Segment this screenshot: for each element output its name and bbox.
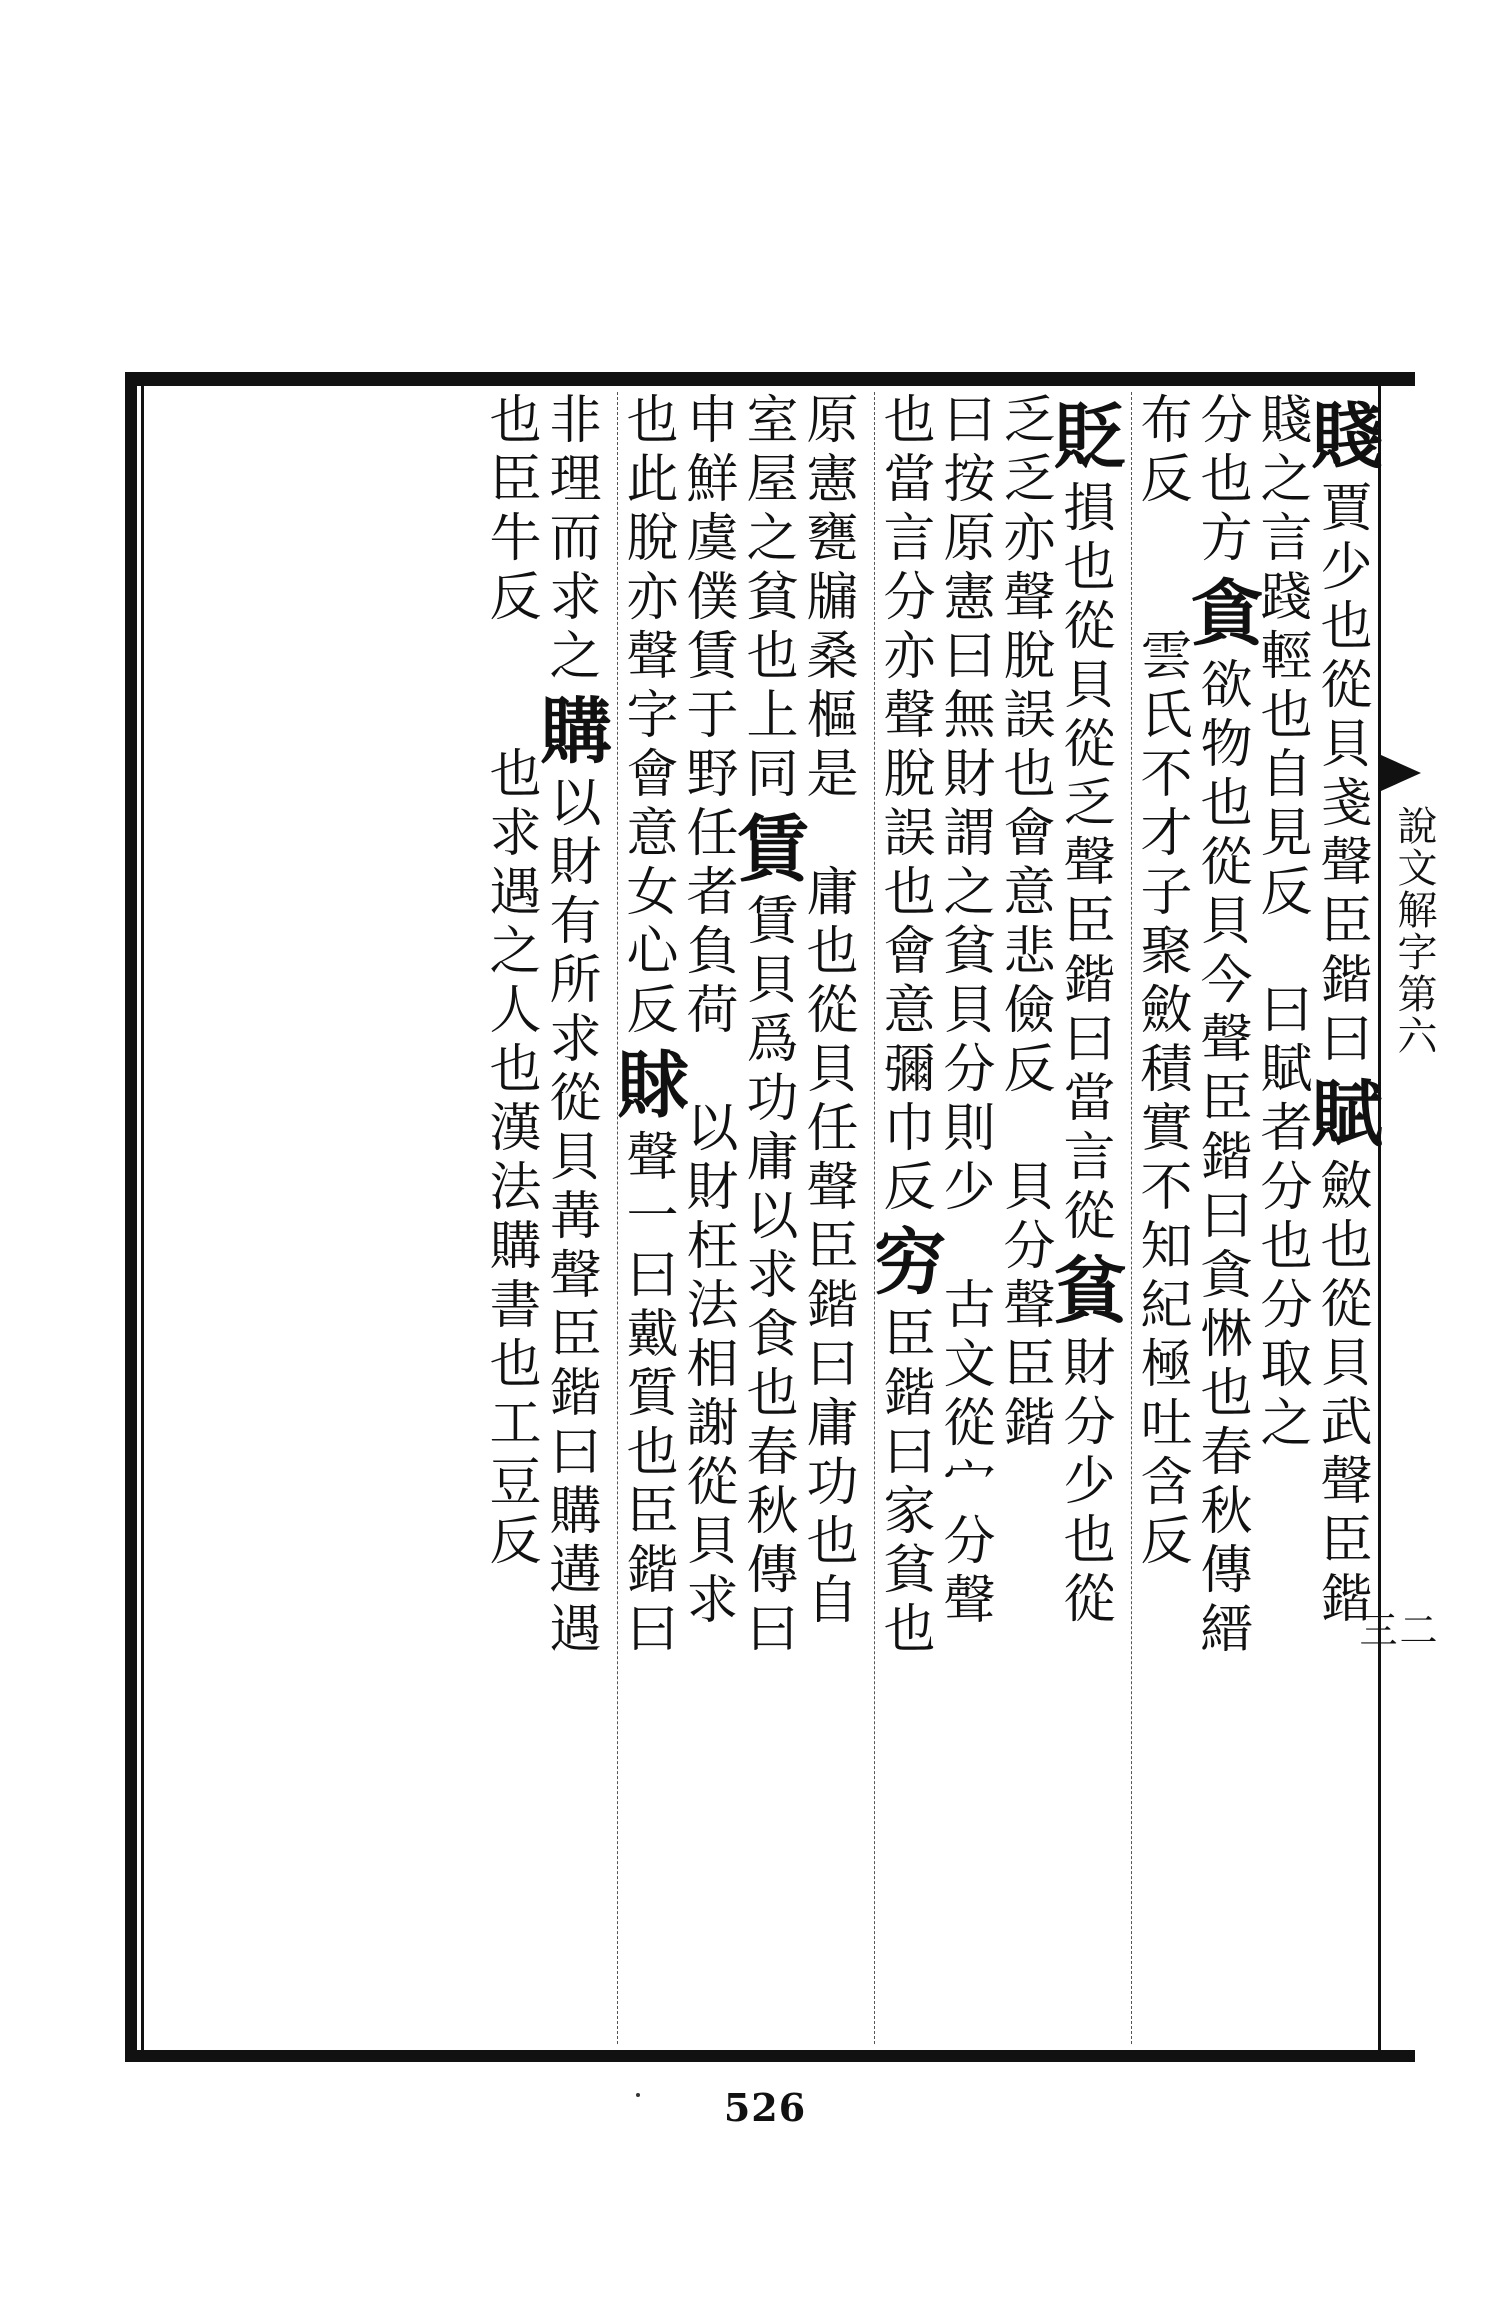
- fish-tail-marker: [1381, 755, 1421, 791]
- annotation-text: 也臣牛反 也求遇之人也漢法購書也工豆反: [480, 392, 540, 1572]
- page-number: 526: [723, 2085, 807, 2130]
- annotation-text: 乏乏亦聲脫誤也會意悲儉反 貝分聲臣鍇: [994, 392, 1054, 1454]
- seal-headword: 賤: [1299, 398, 1384, 474]
- gutter-divider: [1378, 386, 1381, 2050]
- annotation-text: 欲物也從貝今聲臣鍇曰貪惏也春秋傳縉: [1191, 657, 1251, 1660]
- seal-headword: 購: [528, 693, 613, 769]
- text-column: [1131, 392, 1190, 2044]
- annotation-text: 分也方: [1191, 392, 1251, 569]
- frame-left-border: [125, 372, 137, 2062]
- gutter-folio: 二三: [1353, 1610, 1437, 1648]
- seal-headword: 貧: [1042, 1253, 1127, 1329]
- seal-headword: 賃: [725, 811, 810, 887]
- frame-bottom-border: [125, 2050, 1415, 2062]
- text-column: [1299, 392, 1384, 2044]
- annotation-text: 財分少也從: [1054, 1335, 1114, 1630]
- gutter-title: 說文解字第六: [1391, 805, 1437, 1057]
- seal-headword: 貶: [1042, 398, 1127, 474]
- annotation-text: 斂也從貝武聲臣鍇: [1311, 1158, 1371, 1630]
- text-column: [1179, 392, 1264, 2044]
- text-column: [725, 392, 810, 2044]
- seal-headword: 貪: [1179, 575, 1264, 651]
- annotation-text: 也此脫亦聲字會意女心反: [617, 392, 677, 1041]
- annotation-text: 布反 雲氏不才子聚斂積實不知紀極吐含反: [1131, 392, 1191, 1572]
- text-column: [798, 392, 856, 2044]
- text-block: [150, 392, 1384, 2044]
- annotation-text: 非理而求之: [540, 392, 600, 687]
- text-column: [995, 392, 1053, 2044]
- annotation-text: 賈少也從貝戔聲臣鍇曰: [1311, 480, 1371, 1070]
- text-column: [481, 392, 539, 2044]
- annotation-text: 室屋之貧也上同: [737, 392, 797, 805]
- annotation-text: 賤之言踐輕也自見反 曰賦者分也分取之: [1251, 392, 1311, 1454]
- annotation-text: 以財有所求從貝冓聲臣鍇曰購遘遇: [540, 775, 600, 1660]
- frame-top-border: [125, 372, 1415, 386]
- annotation-text: 曰按原憲曰無財謂之貧貝分則少 古文從宀分聲: [934, 392, 994, 1631]
- text-column: [528, 392, 613, 2044]
- annotation-text: 聲一曰戴質也臣鍇曰: [617, 1129, 677, 1660]
- text-column: [605, 392, 690, 2044]
- seal-headword: 賕: [605, 1047, 690, 1123]
- stray-dot: [636, 2093, 640, 2097]
- annotation-text: 原憲甕牖桑樞是 庸也從貝任聲臣鍇曰庸功也自: [797, 392, 857, 1631]
- annotation-text: 申鮮虞僕賃于野任者負荷 以財枉法相謝從貝求: [677, 392, 737, 1631]
- seal-headword: 賦: [1299, 1076, 1384, 1152]
- text-column: [678, 392, 736, 2044]
- annotation-text: 損也從貝從乏聲臣鍇曰當言從: [1054, 480, 1114, 1247]
- annotation-text: 也當言分亦聲脫誤也會意彌巾反: [874, 392, 934, 1218]
- annotation-text: 臣鍇曰家貧也: [874, 1306, 934, 1660]
- text-column: [862, 392, 947, 2044]
- annotation-text: 賃貝爲功庸以求食也春秋傳曰: [737, 893, 797, 1660]
- frame-left-inner-border: [141, 386, 144, 2050]
- text-column: [1042, 392, 1127, 2044]
- seal-headword: 穷: [862, 1224, 947, 1300]
